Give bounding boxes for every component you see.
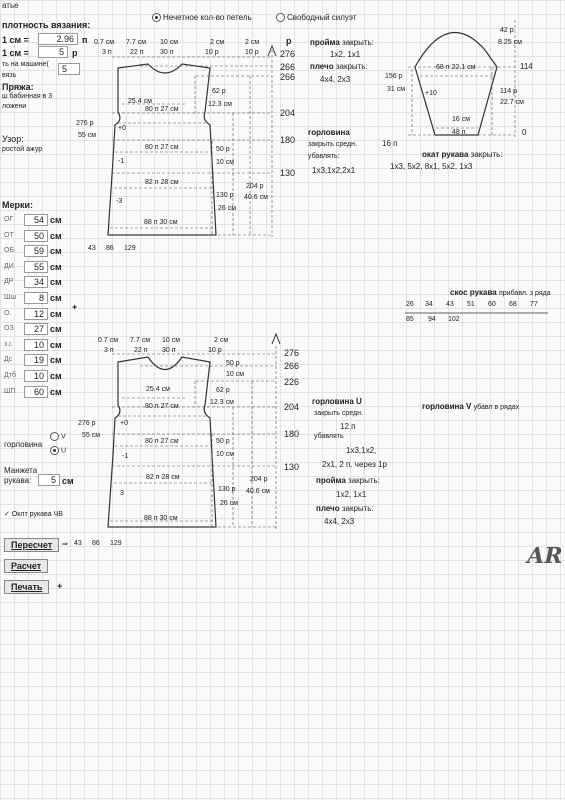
bot-row-204: 204: [284, 402, 300, 412]
bot-h2: 26 см: [220, 500, 239, 507]
yarn-line2: ложени: [2, 103, 27, 110]
top-left2: 55 см: [78, 132, 97, 139]
bot-armhole: пройма закрыть:: [316, 476, 380, 485]
top-s1: 3 п: [102, 49, 112, 56]
top-i: 204 р: [246, 183, 264, 190]
bot-left1: 276 р: [78, 420, 96, 427]
bot-neckU-vals2: 2х1, 2 п. через 1р: [322, 460, 387, 469]
top-p-label: р: [286, 36, 292, 46]
top-shoulder: плечо закрыть:: [310, 62, 368, 71]
sleeve-check-label: Оклт рукава ЧВ: [11, 511, 63, 518]
measure-label: ШП: [4, 388, 16, 395]
top-w4: 2 см: [210, 39, 225, 46]
ob-extra-1: 43: [88, 245, 96, 252]
sleeve-check-option[interactable]: ✓ Оклт рукава ЧВ: [4, 511, 63, 518]
bot-c: 62 р: [216, 387, 230, 394]
bot-g: 50 р: [216, 438, 230, 445]
bot-neckU-l3: убавлять: [314, 433, 344, 440]
taper-value: 102: [448, 316, 460, 323]
bot-c2: 12.3 см: [210, 399, 234, 406]
bot-s1: 3 п: [104, 347, 114, 354]
cuff-label2: рукава:: [4, 476, 32, 485]
pattern-value: ростой ажур: [2, 146, 43, 153]
bot-row-180: 180: [284, 429, 300, 439]
measure-input[interactable]: 19: [24, 354, 48, 366]
measure-unit: см: [50, 231, 62, 241]
neckline-v-label: V: [61, 433, 66, 441]
top-plus0: +0: [118, 125, 126, 132]
top-w3: 10 см: [160, 39, 179, 46]
bot-s4: 10 р: [208, 347, 222, 354]
bot-s2: 22 п: [134, 347, 148, 354]
sleeve-r22: 22.7 см: [500, 99, 524, 106]
bot-neckV: горловина V убавл в рядах: [422, 402, 520, 411]
top-neck-l3: убавлять:: [308, 153, 340, 160]
density-row2-unit: р: [72, 48, 78, 58]
bot-row-226: 226: [284, 377, 300, 387]
sleeve-l156: 156 р: [385, 73, 403, 80]
top-neck-title: горловина: [308, 128, 350, 137]
top-neck-16: 16 п: [382, 139, 398, 148]
density-stitches-input[interactable]: 2.96: [38, 33, 78, 45]
top-armhole-vals: 1х2, 1х1: [330, 50, 361, 59]
measure-label: О.: [4, 310, 12, 317]
ob-extra-2: 86: [106, 245, 114, 252]
odd-stitch-label: Нечетное кол-во петель: [163, 13, 252, 22]
sleeve-b16: 16 см: [452, 116, 471, 123]
bot-g2: 10 см: [216, 451, 235, 458]
top-b: 80 п 27 см: [145, 106, 179, 113]
machine-label: ть на машине(: [2, 61, 49, 68]
taper-value: 77: [530, 301, 538, 308]
recalc-extra-1: 43: [74, 540, 82, 547]
top-row-266a: 266: [280, 62, 296, 72]
measure-input[interactable]: 8: [24, 292, 48, 304]
measure-label: ДИ: [4, 263, 14, 270]
yarn-line1: ш бабинная в 3: [2, 93, 53, 100]
measure-label: з.г.: [4, 341, 13, 348]
measure-unit: см: [50, 215, 62, 225]
recalc-button[interactable]: Пересчет: [4, 538, 59, 552]
measure-input[interactable]: 10: [24, 339, 48, 351]
top-neck-l2: закрыть средн.: [308, 141, 357, 148]
taper-value: 94: [428, 316, 436, 323]
bot-row-276: 276: [284, 348, 300, 358]
measure-input[interactable]: 27: [24, 323, 48, 335]
bot-row-266: 266: [284, 361, 300, 371]
measures-title: Мерки:: [2, 200, 34, 210]
measure-unit: см: [50, 324, 62, 334]
top-h2: 26 см: [218, 205, 237, 212]
sleeve-b48: 48 п: [452, 129, 466, 136]
sleeve-top-cm: 8.25 см: [498, 39, 522, 46]
bot-plus0: +0: [120, 420, 128, 427]
top-i2: 40.6 см: [244, 194, 268, 201]
top-row-180: 180: [280, 135, 296, 145]
top-row-204: 204: [280, 108, 296, 118]
top-row-130: 130: [280, 168, 296, 178]
sleeve-row114: 114: [520, 62, 533, 71]
measure-unit: см: [50, 355, 62, 365]
bot-10: 10 см: [226, 371, 245, 378]
bot-d: 80 п 27 см: [145, 438, 179, 445]
measure-unit: см: [50, 262, 62, 272]
measure-unit: см: [50, 387, 62, 397]
measure-input[interactable]: 12: [24, 308, 48, 320]
bot-w3: 10 см: [162, 337, 181, 344]
taper-value: 51: [467, 301, 475, 308]
sleeve-r114: 114 р: [500, 88, 518, 95]
measure-unit: см: [50, 371, 62, 381]
measure-unit: см: [50, 293, 62, 303]
neckline-label: горловина: [4, 440, 43, 449]
top-row-276: 276: [280, 49, 296, 59]
bot-neckU-l2: закрыть средн.: [314, 410, 363, 417]
top-h: 130 р: [216, 192, 234, 199]
bot-row-130: 130: [284, 462, 300, 472]
taper-value: 60: [488, 301, 496, 308]
measure-unit: см: [50, 246, 62, 256]
taper-value: 34: [425, 301, 433, 308]
pattern-title: Узор:: [2, 134, 24, 144]
measure-label: ОТ: [4, 232, 14, 239]
top-left1: 276 р: [76, 120, 94, 127]
ob-extra-3: 129: [124, 245, 136, 252]
print-button[interactable]: Печать: [4, 580, 49, 594]
recalc-extra-3: 129: [110, 540, 122, 547]
cuff-label1: Манжета: [4, 466, 38, 475]
measure-label: ОЗ: [4, 325, 14, 332]
print-plus-button[interactable]: +: [57, 581, 63, 591]
measure-input[interactable]: 59: [24, 245, 48, 257]
bottom-diagram-guides: [108, 346, 276, 529]
top-w2: 7.7 см: [126, 39, 146, 46]
measure-input[interactable]: 10: [24, 370, 48, 382]
top-c2: 12.3 см: [208, 101, 232, 108]
measure-label: ДР: [4, 278, 14, 285]
top-d: 80 п 27 см: [145, 144, 179, 151]
bot-shoulder-vals: 4х4, 2х3: [324, 517, 355, 526]
measure-label: Шш: [4, 294, 17, 301]
top-shoulder-vals: 4х4, 2х3: [320, 75, 351, 84]
top-neck-vals: 1х3,1х2,2х1: [312, 166, 356, 175]
bot-neckU-title: горловина U: [312, 397, 362, 406]
density-row2-label: 1 см =: [2, 48, 29, 58]
author-signature: AR: [524, 543, 565, 569]
recalc-arrow: ⇒: [62, 541, 68, 548]
free-fit-label: Свободный силуэт: [287, 13, 357, 22]
top-g: 50 р: [216, 146, 230, 153]
top-diagram-guides: [108, 50, 272, 237]
top-w1: 0.7 см: [94, 39, 114, 46]
bot-3: 3: [120, 490, 124, 497]
measure-unit: см: [50, 309, 62, 319]
step-label: вязь: [2, 72, 17, 79]
density-title: плотность вязания:: [2, 20, 91, 30]
bot-left2: 55 см: [82, 432, 101, 439]
calc-button[interactable]: Расчет: [4, 559, 48, 573]
top-c: 62 р: [212, 88, 226, 95]
bot-w2: 7.7 см: [130, 337, 150, 344]
header-top-label: атье: [2, 1, 19, 10]
sleeve-top-p: 42 р: [500, 27, 514, 34]
top-minus3: -3: [116, 198, 123, 205]
bot-b: 80 п 27 см: [145, 403, 179, 410]
sleeve-row0: 0: [522, 128, 527, 137]
sleeve-w68: 68 п 22.1 см: [436, 64, 476, 71]
measure-label: ОГ: [4, 216, 14, 223]
sleeve-cap-title: окат рукава закрыть:: [422, 150, 503, 159]
density-row1-label: 1 см =: [2, 35, 29, 45]
density-row1-unit: п: [82, 35, 88, 45]
top-armhole: пройма закрыть:: [310, 38, 374, 47]
bot-neckU-12: 12 п: [340, 422, 356, 431]
top-w5: 2 см: [245, 39, 260, 46]
measure-input[interactable]: 60: [24, 386, 48, 398]
top-e: 82 п 28 см: [145, 179, 179, 186]
bot-i2: 40.6 см: [246, 488, 270, 495]
cuff-input[interactable]: 5: [38, 474, 60, 486]
taper-value: 68: [509, 301, 517, 308]
sleeve-l31: 31 см: [387, 86, 406, 93]
bot-armhole-vals: 1х2, 1х1: [336, 490, 367, 499]
sleeve-cap-vals: 1х3, 5х2, 8х1, 5х2, 1х3: [390, 162, 473, 171]
top-a: 25.4 см: [128, 98, 152, 105]
recalc-extra-2: 86: [92, 540, 100, 547]
machine-input[interactable]: 5: [58, 63, 80, 75]
bot-a: 25.4 см: [146, 386, 170, 393]
bot-f: 88 п 30 см: [144, 515, 178, 522]
top-s4: 10 р: [205, 49, 219, 56]
top-f: 88 п 30 см: [144, 219, 178, 226]
bot-s3: 30 п: [162, 347, 176, 354]
sleeve-plus10: +10: [425, 90, 437, 97]
cuff-unit: см: [62, 476, 74, 486]
measure-unit: см: [50, 277, 62, 287]
bot-h: 130 р: [218, 486, 236, 493]
measures-plus-button[interactable]: +: [72, 302, 78, 312]
taper-value: 26: [406, 301, 414, 308]
measure-input[interactable]: 55: [24, 261, 48, 273]
measure-label: ОБ: [4, 247, 15, 254]
measure-input[interactable]: 54: [24, 214, 48, 226]
top-g2: 10 см: [216, 159, 235, 166]
measure-input[interactable]: 34: [24, 276, 48, 288]
bot-neckU-vals1: 1х3,1х2,: [346, 446, 377, 455]
neckline-u-label: U: [61, 447, 67, 455]
bot-i: 204 р: [250, 476, 268, 483]
taper-value: 85: [406, 316, 414, 323]
measure-unit: см: [50, 340, 62, 350]
top-s2: 22 п: [130, 49, 144, 56]
top-s3: 30 п: [160, 49, 174, 56]
density-rows-input[interactable]: 5: [38, 46, 68, 58]
bot-w4: 2 см: [214, 337, 229, 344]
measure-input[interactable]: 50: [24, 230, 48, 242]
bot-w1: 0.7 см: [98, 337, 118, 344]
bot-minus1: -1: [122, 453, 129, 460]
yarn-title: Пряжа:: [2, 82, 34, 92]
bot-50: 50 р: [226, 360, 240, 367]
measure-label: Дс: [4, 356, 13, 363]
taper-title: скос рукава прибавл. з ряда: [450, 288, 551, 297]
top-row-266b: 266: [280, 72, 296, 82]
top-s5: 10 р: [245, 49, 259, 56]
bot-e: 82 п 28 см: [146, 474, 180, 481]
bot-shoulder: плечо закрыть:: [316, 504, 374, 513]
bottom-diagram-arrow: [272, 334, 280, 344]
measure-label: Дтб: [4, 372, 16, 379]
top-minus1: -1: [118, 158, 125, 165]
taper-value: 43: [446, 301, 454, 308]
